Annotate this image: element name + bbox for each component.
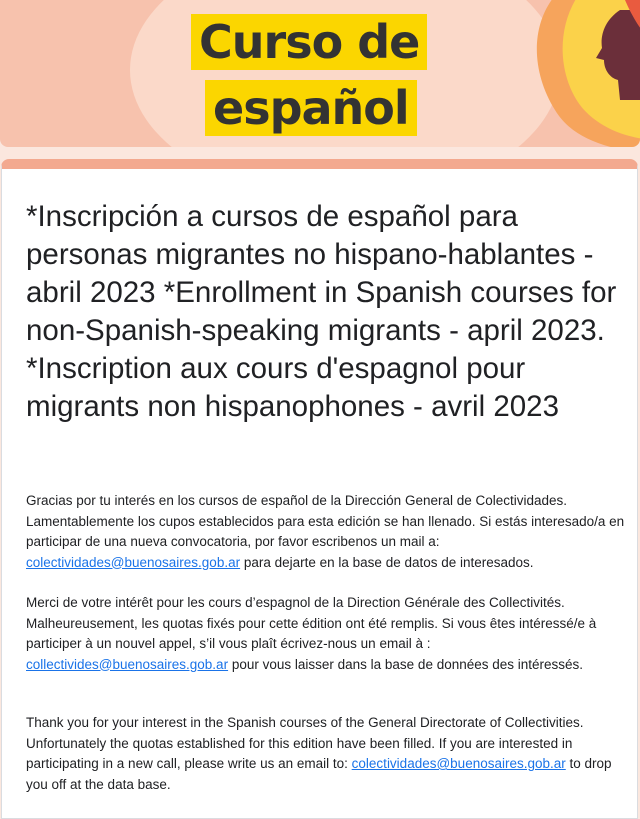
email-link-es[interactable]: colectividades@buenosaires.gob.ar [26,554,241,570]
banner-title-line-2: español [205,80,417,136]
description-paragraph-en [26,713,626,795]
description-paragraph-fr [26,593,626,675]
paragraph-text: Thank you for your interest in the Spanish courses of the General Directorate of Collectivities. Unfortunately the quotas established for this edition have been filled. If you are interested in participating in a new call, please write us an email to: [26,715,584,771]
description-paragraph-es [26,491,626,573]
paragraph-text: Merci de votre intérêt pour les cours d’espagnol de la Direction Générale des Collectivités. Malheureusement, les quotas fixés pour cette édition ont été remplis. Si vous êtes intéressé/e à participer à un nouvel appel, s’il vous plaît écrivez-nous un email à : [26,595,597,651]
header-banner [0,0,640,147]
woman-profile-illustration [520,0,640,147]
paragraph-text: to drop you off at the data base. [26,756,612,792]
paragraph-text: pour vous laisser dans la base de données des intéressés. [228,656,584,672]
email-link-fr[interactable]: collectivides@buenosaires.gob.ar [26,656,229,672]
form-title: *Inscripción a cursos de español para personas migrantes no hispano-hablantes - abril 2023 *Enrollment in Spanish courses for non-Spanish-speaking migrants - april 2023. *Inscription aux cours d'espagnol pour migrants non hispanophones - avril 2023 [26,200,617,423]
paragraph-text: para dejarte en la base de datos de interesados. [240,554,534,570]
paragraph-text: Gracias por tu interés en los cursos de español de la Dirección General de Colectividades. Lamentablemente los cupos establecidos para esta edición se han llenado. Si estás interesado/a en participar de una nueva convocatoria, por favor escribenos un mail a: [26,493,625,549]
email-link-en[interactable]: colectividades@buenosaires.gob.ar [351,756,566,771]
banner-title-line-1: Curso de [191,14,427,70]
